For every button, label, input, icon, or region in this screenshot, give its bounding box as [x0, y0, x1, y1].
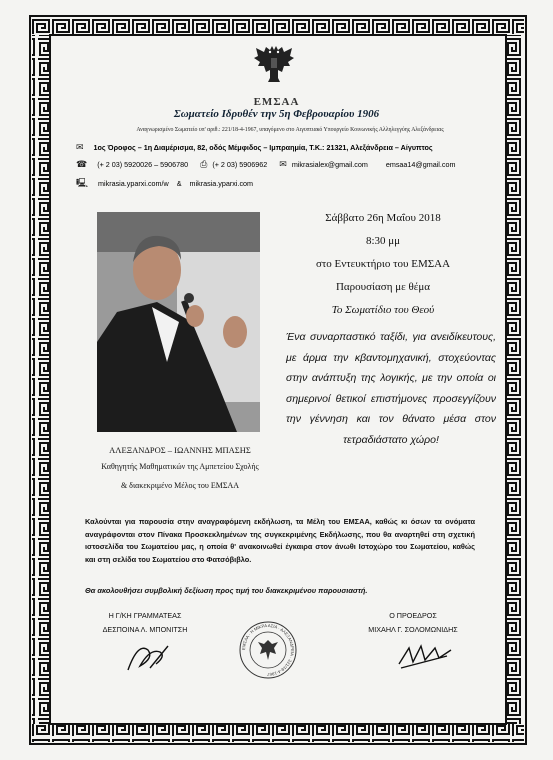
website-separator: &	[176, 179, 182, 188]
presentation-label: Παρουσίαση με θέμα	[335, 281, 431, 293]
secretary-name: ΔΕΣΠΟΙΝΑ Λ. ΜΠΟΝΙΤΣΗ	[102, 625, 188, 634]
event-time: 8:30 μμ	[365, 235, 401, 247]
reception-note: Θα ακολουθήσει συμβολική δεξίωση προς τιμή του διακεκριμένου παρουσιαστή.	[85, 586, 368, 595]
address-row	[76, 142, 433, 153]
event-description: Ένα συναρπαστικό ταξίδι, για ανειδίκευτους, με άρμα την κβαντομηχανική, στοχεύοντας στην ανάπτυξη της λογικής, με την οποία οι σημερινοί θετικοί επιστήμονες προσεγγίζουν την γέννηση και τον θάνατο μέσα στον τετραδιάστατο χώρο!	[286, 331, 496, 446]
president-signature	[395, 640, 455, 672]
website-link-2[interactable]: mikrasia.yparxi.com	[189, 179, 254, 188]
president-title: Ο ΠΡΟΕΔΡΟΣ	[389, 611, 437, 620]
fax-number: (+ 2 03) 5906962	[212, 160, 268, 169]
secretary-signature	[120, 640, 180, 676]
fax-icon: ⎙	[200, 159, 208, 169]
association-seal	[238, 620, 298, 680]
website-row	[76, 176, 253, 192]
seal-text: ΕΜΣΑΑ · Η ΜΙΚΡΑ ΑΣΙΑ · ΑΛΕΞΑΝΔΡΕΙΑ · 221/18-4-1967	[240, 622, 296, 678]
speaker-membership: & διακεκριμένο Μέλος του ΕΜΣΑΑ	[120, 481, 240, 490]
club-abbreviation: ΕΜΣΑΑ	[253, 96, 300, 108]
email-primary[interactable]: mikrasialex@gmail.com	[291, 160, 368, 169]
speaker-role: Καθηγητής Μαθηματικών της Αμπετείου Σχολής	[101, 462, 259, 471]
founded-line: Σωματείο Ιδρυθέν την 5η Φεβρουαρίου 1906	[173, 108, 380, 120]
event-date: Σάββατο 26η Μαΐου 2018	[325, 212, 441, 224]
contact-row	[76, 159, 455, 170]
phone-numbers: (+ 2 03) 5920026 – 5906780	[97, 160, 189, 169]
speaker-name: ΑΛΕΞΑΝΔΡΟΣ – ΙΩΑΝΝΗΣ ΜΠΑΣΗΣ	[109, 445, 251, 455]
invitation-paragraph: Καλούνται για παρουσία στην αναγραφόμενη εκδήλωση, τα Μέλη του ΕΜΣΑΑ, καθώς κι όσων τα ονόματα αναγράφονται στον Πίνακα Προσκεκλημένων της συγκεκριμένης Εκδήλωσης, που θα αναρτηθεί στη σχετική ιστοσελίδα του Σωματείου μας, η οποία θ' ανακοινωθεί έγκαιρα στον άνωθι Ιστοχώρο του Σωματείου, καθώς και στη σελίδα του Σωματείου στο Φατσόβιβλο.	[85, 517, 475, 564]
address-text: 1ος Όροφος – 1η Διαμέρισμα, 82, οδός Μέμφιδος – Ιμπραημία, Τ.Κ.: 21321, Αλεξάνδρεια – Αίγυπτος	[93, 143, 433, 152]
website-link-1[interactable]: mikrasia.yparxi.com/w	[98, 179, 169, 188]
registry-line: Αναγνωρισμένο Σωματείο υπ' αριθ.: 221/18-4-1967, υπαγόμενο στο Αιγυπτιακό Υπουργείο Κοινωνικής Αλληλεγγύης Αλεξάνδρειας	[136, 127, 444, 133]
eagle-emblem-icon	[252, 44, 296, 84]
presentation-topic: Το Σωματίδιο του Θεού	[331, 304, 435, 316]
phone-icon: ☎	[76, 159, 88, 169]
speaker-photo	[97, 212, 260, 432]
email-icon: ✉	[279, 159, 287, 169]
president-name: ΜΙΧΑΗΛ Γ. ΣΟΛΟΜΩΝΙΔΗΣ	[368, 625, 458, 634]
email-secondary[interactable]: emsaa14@gmail.com	[385, 160, 456, 169]
secretary-title: Η Γ/ΚΗ ΓΡΑΜΜΑΤΕΑΣ	[108, 611, 182, 620]
envelope-icon: ✉	[76, 142, 84, 152]
event-venue: στο Εντευκτήριο του ΕΜΣΑΑ	[315, 258, 451, 270]
computer-icon: 🖳	[76, 178, 89, 188]
